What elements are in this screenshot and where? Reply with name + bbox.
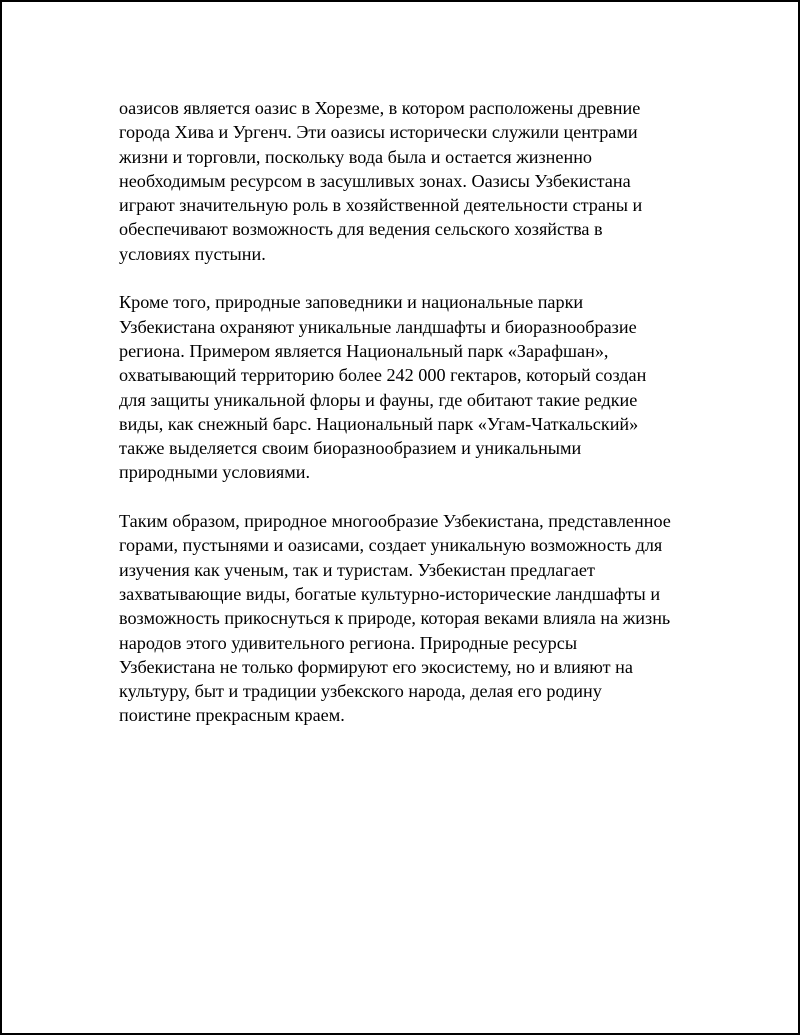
text-line: поистине прекрасным краем. bbox=[119, 705, 345, 726]
text-line: региона. Примером является Национальный парк «Зарафшан», bbox=[119, 340, 609, 361]
text-line: оазисов является оазис в Хорезме, в котором расположены древние bbox=[119, 98, 641, 118]
text-line: Таким образом, природное многообразие Узбекистана, представленное bbox=[119, 511, 671, 532]
paragraph-oases bbox=[119, 96, 689, 266]
text-line: Узбекистана не только формируют его экосистему, но и влияют на bbox=[119, 656, 633, 677]
text-line: народов этого удивительного региона. Природные ресурсы bbox=[119, 632, 578, 653]
text-line: также выделяется своим биоразнообразием и уникальными bbox=[119, 438, 582, 459]
paragraph-spacer bbox=[119, 266, 689, 290]
text-line: захватывающие виды, богатые культурно-исторические ландшафты и bbox=[119, 583, 661, 604]
text-line: Кроме того, природные заповедники и национальные парки bbox=[119, 292, 584, 313]
text-line: охватывающий территорию более 242 000 гектаров, который создан bbox=[119, 365, 647, 386]
text-line: условиях пустыни. bbox=[119, 243, 266, 264]
text-line: природными условиями. bbox=[119, 462, 311, 483]
text-line: города Хива и Ургенч. Эти оазисы исторически служили центрами bbox=[119, 122, 638, 143]
paragraph-conclusion bbox=[119, 509, 689, 728]
text-line: культуру, быт и традиции узбекского народа, делая его родину bbox=[119, 681, 602, 702]
text-line: изучения как ученым, так и туристам. Узбекистан предлагает bbox=[119, 559, 595, 580]
text-line: необходимым ресурсом в засушливых зонах. Оазисы Узбекистана bbox=[119, 170, 631, 191]
paragraph-reserves bbox=[119, 290, 689, 484]
text-line: для защиты уникальной флоры и фауны, где обитают такие редкие bbox=[119, 389, 638, 410]
document-body bbox=[119, 96, 689, 728]
paragraph-spacer bbox=[119, 485, 689, 509]
text-line: играют значительную роль в хозяйственной деятельности страны и bbox=[119, 195, 643, 216]
text-line: виды, как снежный барс. Национальный парк «Угам-Чаткальский» bbox=[119, 413, 639, 434]
text-line: Узбекистана охраняют уникальные ландшафты и биоразнообразие bbox=[119, 316, 637, 337]
text-line: горами, пустынями и оазисами, создает уникальную возможность для bbox=[119, 535, 663, 556]
text-line: обеспечивают возможность для ведения сельского хозяйства в bbox=[119, 219, 603, 240]
text-line: возможность прикоснуться к природе, которая веками влияла на жизнь bbox=[119, 608, 671, 629]
text-line: жизни и торговли, поскольку вода была и остается жизненно bbox=[119, 146, 593, 167]
